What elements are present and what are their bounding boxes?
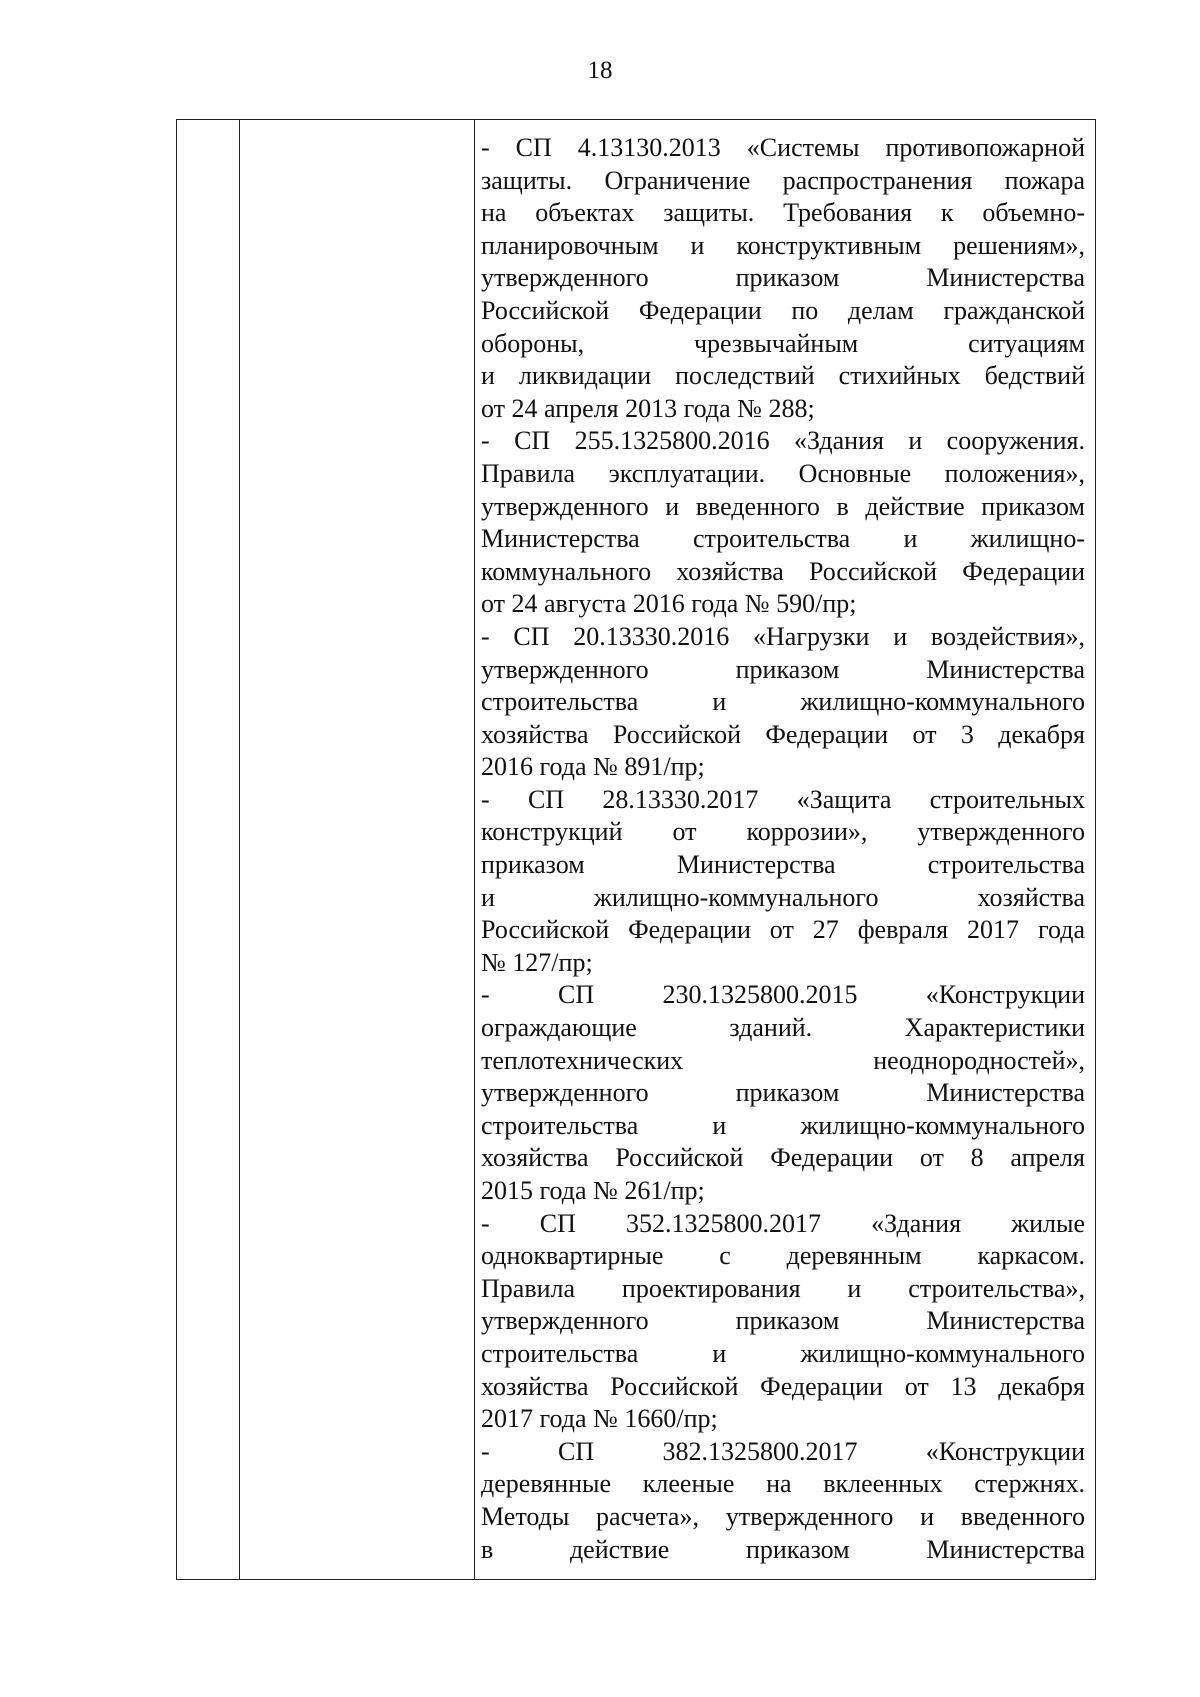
table-cell-column-1 [177, 120, 239, 1579]
text-line: Российской Федерации по делам гражданской [481, 295, 1085, 325]
text-line: утвержденного приказом Министерства [481, 654, 1085, 684]
text-line: и жилищно-коммунального хозяйства [481, 882, 1085, 912]
text-line: на объектах защиты. Требования к объемно- [481, 198, 1085, 228]
text-line: утвержденного приказом Министерства [481, 1078, 1085, 1108]
text-line: утвержденного приказом Министерства [481, 1306, 1085, 1336]
text-line: планировочным и конструктивным решениям», [481, 230, 1085, 260]
text-line: Министерства строительства и жилищно- [481, 524, 1085, 554]
text-line: теплотехнических неоднородностей», [481, 1045, 1085, 1075]
text-line: хозяйства Российской Федерации от 8 апреля [481, 1143, 1085, 1173]
text-line: в действие приказом Министерства [481, 1534, 1085, 1564]
text-line: ограждающие зданий. Характеристики [481, 1013, 1085, 1043]
text-line: Правила эксплуатации. Основные положения», [481, 458, 1085, 488]
text-line: и ликвидации последствий стихийных бедствий [481, 361, 1085, 391]
text-line: хозяйства Российской Федерации от 13 декабря [481, 1371, 1085, 1401]
text-line: Методы расчета», утвержденного и введенного [481, 1501, 1085, 1531]
text-line: строительства и жилищно-коммунального [481, 1338, 1085, 1368]
text-line: 2015 года № 261/пр; [481, 1176, 705, 1205]
text-line: коммунального хозяйства Российской Федерации [481, 556, 1085, 586]
text-line: хозяйства Российской Федерации от 3 декабря [481, 719, 1085, 749]
text-line: утвержденного приказом Министерства [481, 263, 1085, 293]
text-line: одноквартирные с деревянным каркасом. [481, 1241, 1085, 1271]
text-line: строительства и жилищно-коммунального [481, 687, 1085, 717]
text-line: конструкций от коррозии», утвержденного [481, 817, 1085, 847]
table-cell-regulations-list [481, 132, 1085, 1579]
text-line: деревянные клееные на вклеенных стержнях. [481, 1469, 1085, 1499]
text-line: № 127/пр; [481, 947, 593, 977]
column-divider-2 [474, 120, 475, 1579]
text-line: защиты. Ограничение распространения пожара [481, 165, 1085, 195]
text-line: - СП 28.13330.2017 «Защита строительных [481, 784, 1085, 814]
text-line: - СП 20.13330.2016 «Нагрузки и воздействия», [481, 621, 1085, 651]
text-line: утвержденного и введенного в действие приказом [481, 491, 1085, 521]
text-line: - СП 4.13130.2013 «Системы противопожарной [481, 133, 1085, 162]
text-line: Российской Федерации от 27 февраля 2017 года [481, 915, 1085, 945]
text-line: Правила проектирования и строительства», [481, 1273, 1085, 1303]
text-line: приказом Министерства строительства [481, 850, 1085, 880]
text-line: обороны, чрезвычайным ситуациям [481, 328, 1085, 358]
text-line: - СП 382.1325800.2017 «Конструкции [481, 1436, 1085, 1466]
text-line: 2016 года № 891/пр; [481, 752, 705, 782]
text-line: - СП 255.1325800.2016 «Здания и сооружения. [481, 426, 1085, 456]
text-line: от 24 августа 2016 года № 590/пр; [481, 589, 857, 619]
document-table [176, 119, 1096, 1580]
text-line: - СП 352.1325800.2017 «Здания жилые [481, 1208, 1085, 1238]
text-line: 2017 года № 1660/пр; [481, 1404, 718, 1434]
text-line: - СП 230.1325800.2015 «Конструкции [481, 980, 1085, 1010]
page-number: 18 [587, 57, 613, 84]
text-line: строительства и жилищно-коммунального [481, 1110, 1085, 1140]
text-line: от 24 апреля 2013 года № 288; [481, 393, 815, 423]
table-cell-column-2 [240, 120, 474, 1579]
